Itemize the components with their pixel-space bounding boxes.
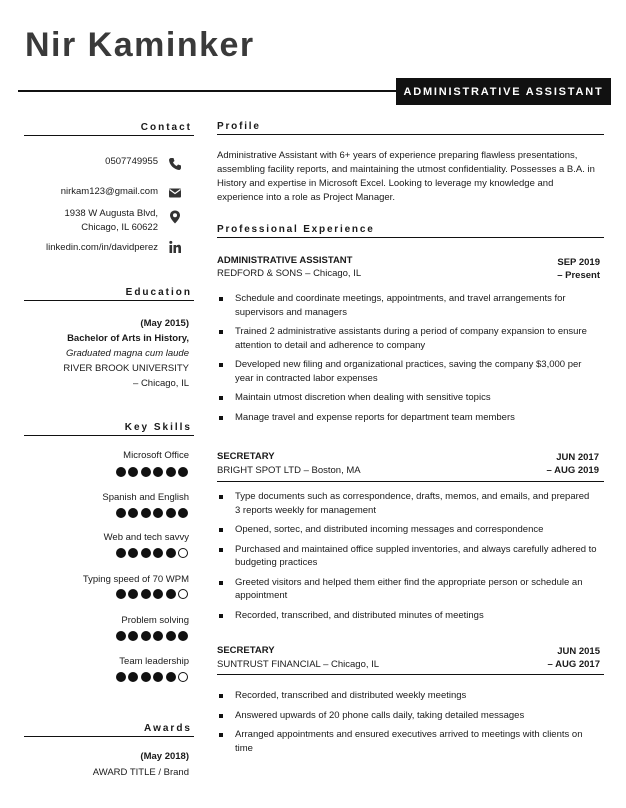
- job-date-start: JUN 2015: [557, 646, 600, 657]
- skill-label: Problem solving: [121, 615, 189, 626]
- rating-dot-filled: [153, 548, 163, 558]
- rating-dot-filled: [116, 467, 126, 477]
- skill-label: Team leadership: [119, 656, 189, 667]
- job-bullet: Answered upwards of 20 phone calls daily, taking detailed messages: [217, 709, 597, 723]
- rating-dot-filled: [141, 631, 151, 641]
- contact-email[interactable]: nirkam123@gmail.com: [60, 186, 158, 197]
- job-bullets: [217, 490, 597, 622]
- job-company: REDFORD & SONS – Chicago, IL: [217, 268, 362, 279]
- skill-label: Microsoft Office: [123, 450, 189, 461]
- rating-dot-filled: [153, 589, 163, 599]
- job-bullet: Type documents such as correspondence, drafts, memos, and emails, and prepared 3 reports weekly for management: [217, 490, 597, 517]
- profile-summary: Administrative Assistant with 6+ years of experience preparing flawless presentations, assembling facility reports, and maintaining the utmost confidentiality. Possesses a B.A. in History and expertise in Microsoft Excel. Looking to leverage my knowledge and experience into a role as Project Manager.: [217, 150, 595, 203]
- rating-dot-filled: [166, 589, 176, 599]
- rating-dot-filled: [141, 508, 151, 518]
- rating-dot-filled: [116, 631, 126, 641]
- rating-dot-filled: [153, 672, 163, 682]
- job-bullet: Recorded, transcribed, and distributed minutes of meetings: [217, 609, 597, 623]
- rating-dot-filled: [178, 631, 188, 641]
- rating-dot-filled: [166, 548, 176, 558]
- skills-heading: Key Skills: [24, 422, 194, 436]
- rating-dot-filled: [153, 508, 163, 518]
- job-date-end: – AUG 2017: [547, 659, 600, 670]
- rating-dot-filled: [128, 672, 138, 682]
- rating-dot-filled: [153, 467, 163, 477]
- job-bullet: Developed new filing and organizational practices, saving the company $3,000 per year in contracted labor expenses: [217, 358, 597, 385]
- job-company: SUNTRUST FINANCIAL – Chicago, IL: [217, 659, 380, 670]
- rating-dot-filled: [116, 589, 126, 599]
- job-title: ADMINISTRATIVE ASSISTANT: [217, 255, 353, 266]
- contact-address-line1: 1938 W Augusta Blvd,: [64, 208, 158, 219]
- contact-address-line2: Chicago, IL 60622: [81, 222, 158, 233]
- skill-rating: [116, 467, 191, 477]
- skill-label: Typing speed of 70 WPM: [82, 574, 189, 585]
- candidate-name: Nir Kaminker: [25, 26, 255, 64]
- rating-dot-filled: [166, 508, 176, 518]
- rating-dot-filled: [166, 467, 176, 477]
- profile-heading: Profile: [217, 121, 604, 135]
- job-date-start: SEP 2019: [557, 257, 600, 268]
- rating-dot-filled: [141, 467, 151, 477]
- linkedin-icon: [168, 240, 182, 254]
- header-divider: [18, 90, 396, 92]
- rating-dot-empty: [178, 589, 188, 599]
- job-divider: [217, 674, 604, 675]
- job-bullet: Schedule and coordinate meetings, appointments, and travel arrangements for supervisors and managers: [217, 292, 597, 319]
- job-date-end: – Present: [557, 270, 600, 281]
- education-location: – Chicago, IL: [133, 378, 189, 389]
- rating-dot-filled: [178, 508, 188, 518]
- rating-dot-filled: [141, 548, 151, 558]
- job-bullet: Maintain utmost discretion when dealing with sensitive topics: [217, 391, 597, 405]
- rating-dot-filled: [116, 548, 126, 558]
- experience-heading: Professional Experience: [217, 224, 604, 238]
- education-date: (May 2015): [140, 318, 189, 329]
- rating-dot-empty: [178, 672, 188, 682]
- awards-heading: Awards: [24, 723, 194, 737]
- phone-icon: [168, 157, 182, 171]
- education-school: RIVER BROOK UNIVERSITY: [63, 363, 189, 374]
- rating-dot-filled: [116, 672, 126, 682]
- job-bullet: Arranged appointments and ensured executives arrived to meetings with clients on time: [217, 728, 597, 755]
- contact-heading: Contact: [24, 122, 194, 136]
- rating-dot-filled: [141, 589, 151, 599]
- job-bullet: Purchased and maintained office suppled inventories, and always carefully adhered to budgeting practices: [217, 543, 597, 570]
- job-title-banner: [396, 78, 611, 105]
- rating-dot-filled: [166, 631, 176, 641]
- job-date-start: JUN 2017: [556, 452, 599, 463]
- job-bullet: Manage travel and expense reports for department team members: [217, 411, 597, 425]
- skill-rating: [116, 672, 191, 682]
- rating-dot-filled: [166, 672, 176, 682]
- education-honors: Graduated magna cum laude: [65, 348, 189, 359]
- skill-label: Spanish and English: [102, 492, 189, 503]
- rating-dot-filled: [128, 508, 138, 518]
- education-heading: Education: [24, 287, 194, 301]
- rating-dot-filled: [128, 548, 138, 558]
- contact-phone: 0507749955: [105, 156, 158, 167]
- contact-linkedin[interactable]: linkedin.com/in/davidperez: [46, 242, 158, 253]
- skill-rating: [116, 589, 191, 599]
- job-bullet: Recorded, transcribed and distributed weekly meetings: [217, 689, 597, 703]
- job-title: SECRETARY: [217, 645, 275, 656]
- award-date: (May 2018): [140, 751, 189, 762]
- job-bullets: [217, 689, 597, 755]
- rating-dot-filled: [128, 589, 138, 599]
- job-divider: [217, 481, 604, 482]
- job-title: SECRETARY: [217, 451, 275, 462]
- rating-dot-filled: [141, 672, 151, 682]
- job-title: ADMINISTRATIVE ASSISTANT: [403, 85, 604, 98]
- skill-rating: [116, 508, 191, 518]
- skill-rating: [116, 548, 191, 558]
- rating-dot-filled: [153, 631, 163, 641]
- rating-dot-filled: [128, 467, 138, 477]
- education-degree: Bachelor of Arts in History,: [67, 333, 189, 344]
- job-bullet: Trained 2 administrative assistants during a period of company expansion to ensure attention to detail and adherence to company: [217, 325, 597, 352]
- rating-dot-filled: [116, 508, 126, 518]
- award-title: AWARD TITLE / Brand: [92, 767, 189, 778]
- job-bullet: Opened, sortec, and distributed incoming messages and correspondence: [217, 523, 597, 537]
- rating-dot-filled: [178, 467, 188, 477]
- skill-label: Web and tech savvy: [103, 532, 189, 543]
- rating-dot-empty: [178, 548, 188, 558]
- skill-rating: [116, 631, 191, 641]
- job-bullet: Greeted visitors and helped them either find the appropriate person or schedule an appointment: [217, 576, 597, 603]
- job-date-end: – AUG 2019: [546, 465, 599, 476]
- location-pin-icon: [168, 210, 182, 224]
- envelope-icon: [168, 186, 182, 200]
- rating-dot-filled: [128, 631, 138, 641]
- job-bullets: [217, 292, 597, 424]
- job-company: BRIGHT SPOT LTD – Boston, MA: [217, 465, 361, 476]
